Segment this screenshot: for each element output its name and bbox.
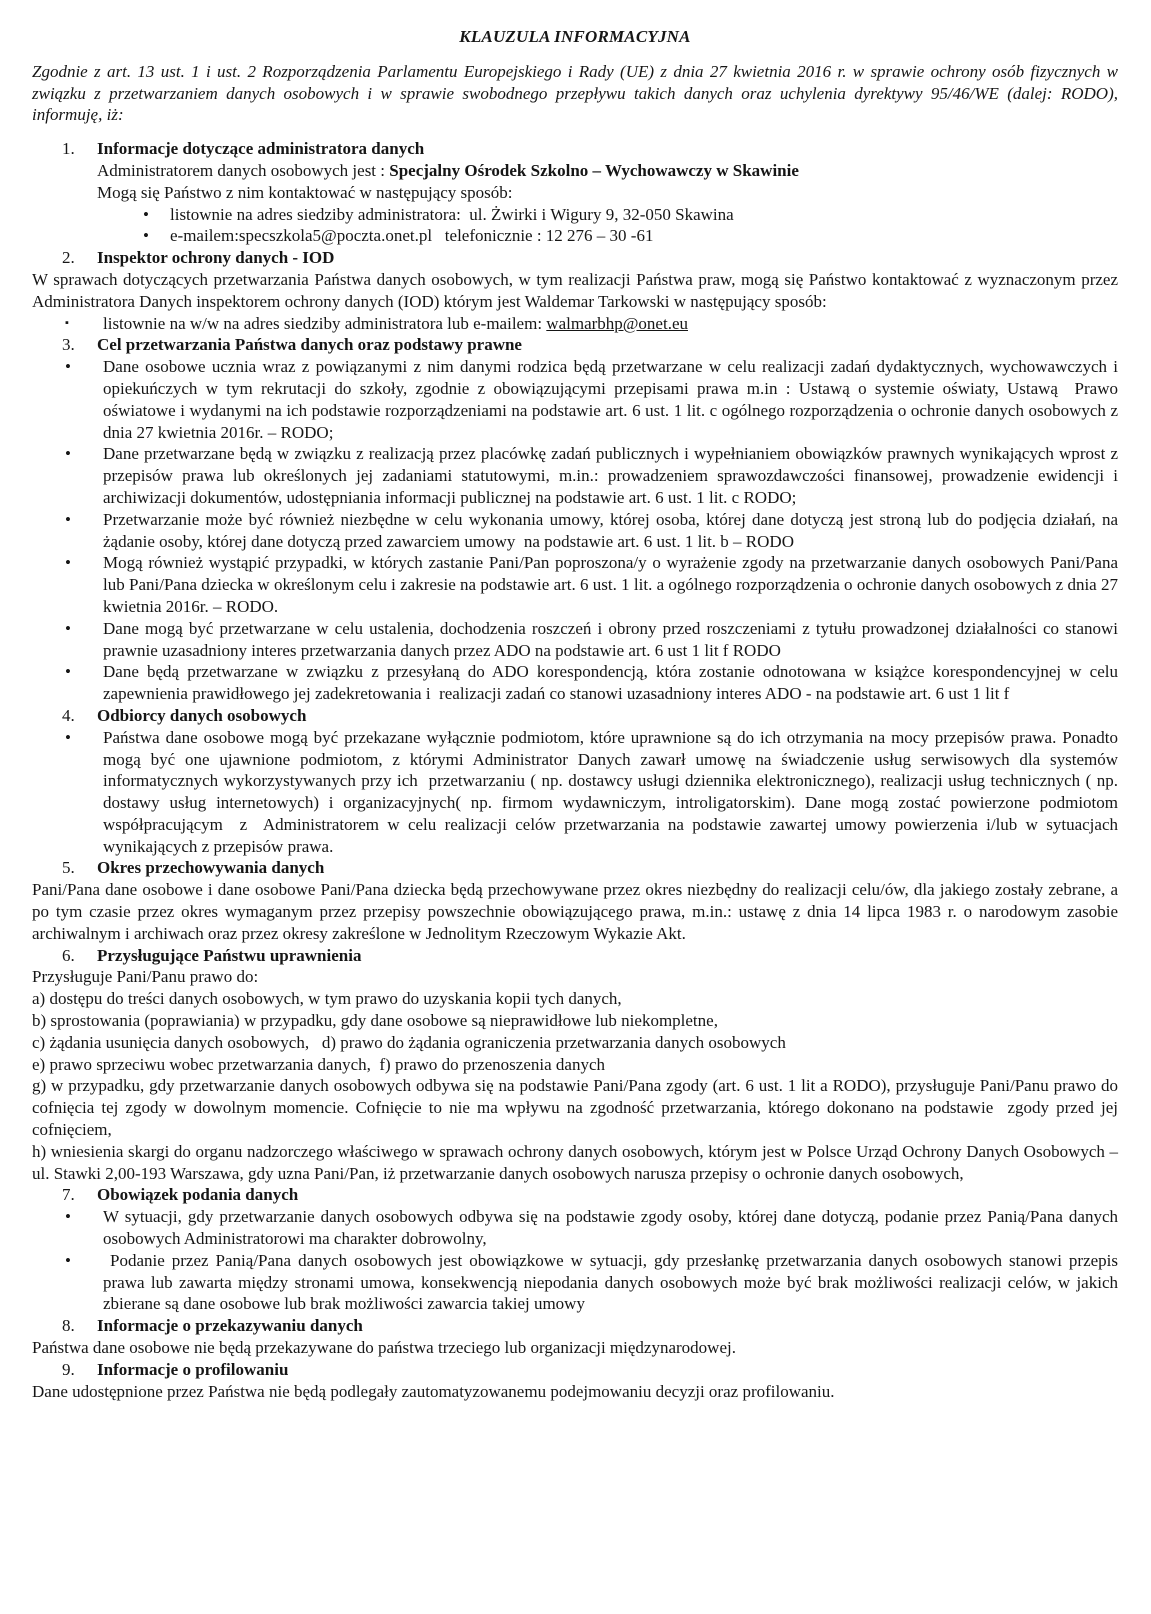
bullet-text	[103, 727, 1123, 858]
text-run: Dane mogą być przetwarzane w celu ustalenia, dochodzenia roszczeń i obrony przed roszczeniami z tytułu prowadzonej działalności co stanowi prawnie uzasadniony interes przetwarzania danych przez ADO na podstawie art. 6 ust 1 lit f RODO	[103, 618, 1123, 660]
bullet-icon: •	[143, 204, 149, 224]
square-bullet-icon: ▪	[65, 316, 69, 329]
text-run: Dane przetwarzane będą w związku z realizacją przez placówkę zadań publicznych i wypełnianiem obowiązków prawnych wynikających wprost z przepisów prawa lub określonych jej zadaniami statutowymi, m.in.: prowadzeniem sprawozdawczości finansowej, prowadzenie ewidencji i archiwizacji dokumentów, udostępniania informacji publicznej na podstawie art. 6 ust. 1 lit. c RODO;	[103, 444, 1123, 507]
section-heading-text: Informacje o profilowaniu	[97, 1359, 289, 1379]
bullet-text	[170, 225, 1118, 247]
text-run: Mogą również wystąpić przypadki, w których zastanie Pani/Pan poproszona/y o wyrażenie zgody na przetwarzanie danych osobowych Pani/Pana lub Pani/Pana dziecka w określonym celu i zakresie na podstawie art. 6 ust. 1 lit. a ogólnego rozporządzenia o ochronie danych osobowych z dnia 27 kwietnia 2016r. – RODO.	[103, 553, 1123, 616]
bullet-icon: •	[65, 1250, 71, 1270]
text-run: Państwa dane osobowe nie będą przekazywane do państwa trzeciego lub organizacji międzynarodowej.	[32, 1338, 736, 1358]
body-line	[97, 160, 1118, 182]
bullet-item	[143, 204, 1118, 226]
body-paragraph	[32, 988, 1118, 1010]
section-heading-text: Informacje dotyczące administratora danych	[97, 139, 425, 159]
bullet-item	[65, 618, 1123, 662]
text-run: W sprawach dotyczących przetwarzania Państwa danych osobowych, w tym realizacji Państwa praw, mogą się Państwo kontaktować z wyznaczonym przez Administratora Danych inspektorem ochrony danych (IOD) którym jest Waldemar Tarkowski w następujący sposób:	[32, 269, 1122, 311]
body-paragraph	[32, 269, 1122, 313]
bullet-item	[65, 1206, 1123, 1250]
text-run: Mogą się Państwo z nim kontaktować w następujący sposób:	[97, 182, 513, 202]
body-paragraph	[32, 1032, 1118, 1054]
body-line	[97, 182, 1118, 204]
text-run: e-mailem:specszkola5@poczta.onet.pl telefonicznie : 12 276 – 30 -61	[170, 226, 654, 246]
bullet-item	[65, 552, 1123, 617]
section-heading-text: Informacje o przekazywaniu danych	[97, 1316, 363, 1336]
bullet-icon: •	[65, 509, 71, 529]
text-run: Pani/Pana dane osobowe i dane osobowe Pani/Pana dziecka będą przechowywane przez okres niezbędny do realizacji celu/ów, dla jakiego zostały zebrane, a po tym czasie przez okres wymaganym przez przepisy powszechnie obowiązującego prawa, m.in.: ustawę z dnia 14 lipca 1983 r. o narodowym zasobie archiwalnym i archiwach oraz przez okresy zakreślone w Jednolitym Rzeczowym Wykazie Akt.	[32, 880, 1123, 943]
text-run: e) prawo sprzeciwu wobec przetwarzania danych, f) prawo do przenoszenia danych	[32, 1054, 606, 1074]
bullet-item	[65, 356, 1123, 443]
text-run: Przetwarzanie może być również niezbędne w celu wykonania umowy, której osoba, której dane dotyczą jest stroną lub do podjęcia działań, na żądanie osoby, której dane dotyczą przed zawarciem umowy na podstawie art. 6 ust. 1 lit. b – RODO	[103, 509, 1123, 551]
bullet-item	[65, 727, 1123, 858]
text-run: Przysługuje Pani/Panu prawo do:	[32, 967, 259, 987]
bullet-item	[143, 225, 1118, 247]
text-run: g) w przypadku, gdy przetwarzanie danych osobowych odbywa się na podstawie Pani/Pana zgody (art. 6 ust. 1 lit a RODO), przysługuje Pani/Panu prawo do cofnięcia tej zgody w dowolnym momencie. Cofnięcie to nie ma wpływu na zgodność przetwarzania, którego dokonano na podstawie zgody przed jej cofnięciem,	[32, 1076, 1123, 1140]
section-heading-text: Przysługujące Państwu uprawnienia	[97, 945, 362, 965]
text-run: W sytuacji, gdy przetwarzanie danych osobowych odbywa się na podstawie zgody osoby, której dane dotyczą, podanie przez Panią/Pana danych osobowych Administratorowi ma charakter dobrowolny,	[103, 1207, 1123, 1249]
bullet-item	[65, 661, 1123, 705]
text-run: Administratorem danych osobowych jest :	[97, 160, 390, 180]
body-paragraph	[32, 966, 1118, 988]
text-run: h) wniesienia skargi do organu nadzorczego właściwego w sprawach ochrony danych osobowych, którym jest w Polsce Urząd Ochrony Danych Osobowych – ul. Stawki 2,00-193 Warszawa, gdy uzna Pani/Pan, iż przetwarzanie danych osobowych narusza przepisy o ochronie danych osobowych,	[32, 1141, 1123, 1183]
section-number: 2.	[62, 248, 75, 268]
text-run: listownie na adres siedziby administratora: ul. Żwirki i Wigury 9, 32-050 Skawina	[170, 204, 734, 224]
section-number: 6.	[62, 945, 75, 965]
text-run: Podanie przez Panią/Pana danych osobowych jest obowiązkowe w sytuacji, gdy przesłankę przetwarzania danych osobowych stanowi przepis prawa lub zawarta między stronami umowa, konsekwencją niepodania danych osobowych może być brak możliwości realizacji celów, w jakich zbierane są dane osobowe lub brak możliwości zawarcia takiej umowy	[103, 1250, 1123, 1314]
bullet-item	[65, 1250, 1123, 1315]
section-heading-text: Odbiorcy danych osobowych	[97, 705, 307, 725]
text-run: c) żądania usunięcia danych osobowych, d) prawo do żądania ograniczenia przetwarzania danych osobowych	[32, 1032, 786, 1052]
email-link[interactable]: walmarbhp@onet.eu	[546, 313, 688, 333]
section-heading-text: Inspektor ochrony danych - IOD	[97, 248, 335, 268]
section-number: 8.	[62, 1316, 75, 1336]
section-heading-4	[62, 705, 1118, 727]
text-run: Specjalny Ośrodek Szkolno – Wychowawczy w Skawinie	[389, 160, 799, 180]
section-heading-text: Cel przetwarzania Państwa danych oraz podstawy prawne	[97, 335, 522, 355]
text-run: Dane osobowe ucznia wraz z powiązanymi z nim danymi rodzica będą przetwarzane w celu realizacji zadań dydaktycznych, wychowawczych i opiekuńczych w tym rekrutacji do szkoły, zgodnie z obowiązującymi przepisami prawa m.in : Ustawą o systemie oświaty, Ustawą Prawo oświatowe i wydanymi na ich podstawie rozporządzeniami na podstawie art. 6 ust. 1 lit. c ogólnego rozporządzenia o ochronie danych osobowych z dnia 27 kwietnia 2016r. – RODO;	[103, 357, 1123, 442]
bullet-text	[103, 443, 1123, 508]
bullet-text	[103, 1250, 1123, 1315]
text-run: Dane będą przetwarzane w związku z przesyłaną do ADO korespondencją, która zostanie odnotowana w książce korespondencyjnej w celu zapewnienia prawidłowego jej zadekretowania i realizacji zadań co stanowi uzasadniony interes ADO - na podstawie art. 6 ust 1 lit f	[103, 662, 1123, 704]
bullet-icon: •	[65, 553, 71, 573]
document-title: KLAUZULA INFORMACYJNA	[459, 27, 691, 46]
section-heading-2	[62, 247, 1118, 269]
text-run: b) sprostowania (poprawiania) w przypadku, gdy dane osobowe są nieprawidłowe lub niekompletne,	[32, 1011, 718, 1031]
section-number: 7.	[62, 1185, 75, 1205]
bullet-item	[65, 313, 1118, 335]
bullet-text	[103, 356, 1123, 443]
section-heading-text: Okres przechowywania danych	[97, 858, 325, 878]
bullet-text	[103, 661, 1123, 705]
text-run: Państwa dane osobowe mogą być przekazane wyłącznie podmiotom, które uprawnione są do ich otrzymania na mocy przepisów prawa. Ponadto mogą być one ujawnione podmiotom, z którymi Administrator Danych zawarł umowę na świadczenie usług serwisowych dla systemów informatycznych wykorzystywanych przy ich przetwarzaniu ( np. dostawcy usługi dziennika elektronicznego), realizacji usług technicznych ( np. dostawy usług internetowych) i organizacyjnych( np. firmom wydawniczym, introligatorskim). Dane mogą zostać powierzone podmiotom współpracującym z Administratorem w celu realizacji celów przetwarzania na podstawie zawartej umowy powierzenia i/lub w sytuacjach wynikających z przepisów prawa.	[103, 727, 1123, 856]
bullet-text	[103, 1206, 1123, 1250]
bullet-text	[103, 552, 1123, 617]
body-paragraph	[32, 1010, 1118, 1032]
section-heading-5	[62, 857, 1118, 879]
body-paragraph	[32, 1054, 1118, 1076]
bullet-icon: •	[65, 357, 71, 377]
bullet-text	[103, 618, 1123, 662]
body-paragraph	[32, 879, 1123, 944]
bullet-icon: •	[65, 1207, 71, 1227]
bullet-icon: •	[65, 618, 71, 638]
bullet-icon: •	[65, 444, 71, 464]
bullet-icon: •	[65, 727, 71, 747]
document-body	[32, 61, 1123, 1403]
section-heading-1	[62, 138, 1118, 160]
intro-paragraph	[32, 61, 1123, 126]
section-heading-7	[62, 1184, 1118, 1206]
section-heading-text: Obowiązek podania danych	[97, 1185, 299, 1205]
bullet-item	[65, 509, 1123, 553]
bullet-item	[65, 443, 1123, 508]
section-number: 4.	[62, 705, 75, 725]
body-paragraph	[32, 1075, 1123, 1140]
text-run: listownie na w/w na adres siedziby administratora lub e-mailem:	[103, 313, 547, 333]
section-number: 3.	[62, 335, 75, 355]
section-heading-8	[62, 1315, 1118, 1337]
section-number: 1.	[62, 139, 75, 159]
bullet-text	[170, 204, 1118, 226]
section-number: 9.	[62, 1359, 75, 1379]
bullet-text	[103, 313, 1118, 335]
bullet-icon: •	[143, 226, 149, 246]
body-paragraph	[32, 1381, 1118, 1403]
text-run: Dane udostępnione przez Państwa nie będą podlegały zautomatyzowanemu podejmowaniu decyzji oraz profilowaniu.	[32, 1381, 835, 1401]
section-number: 5.	[62, 858, 75, 878]
bullet-icon: •	[65, 662, 71, 682]
body-paragraph	[32, 1337, 1118, 1359]
body-paragraph	[32, 1141, 1123, 1185]
section-heading-9	[62, 1359, 1118, 1381]
section-heading-6	[62, 945, 1118, 967]
text-run: Zgodnie z art. 13 ust. 1 i ust. 2 Rozporządzenia Parlamentu Europejskiego i Rady (UE) z dnia 27 kwietnia 2016 r. w sprawie ochrony osób fizycznych w związku z przetwarzaniem danych osobowych i w sprawie swobodnego przepływu takich danych oraz uchylenia dyrektywy 95/46/WE (dalej: RODO), informuję, iż:	[32, 61, 1123, 125]
text-run: a) dostępu do treści danych osobowych, w tym prawo do uzyskania kopii tych danych,	[32, 989, 622, 1009]
bullet-text	[103, 509, 1123, 553]
section-heading-3	[62, 334, 1118, 356]
